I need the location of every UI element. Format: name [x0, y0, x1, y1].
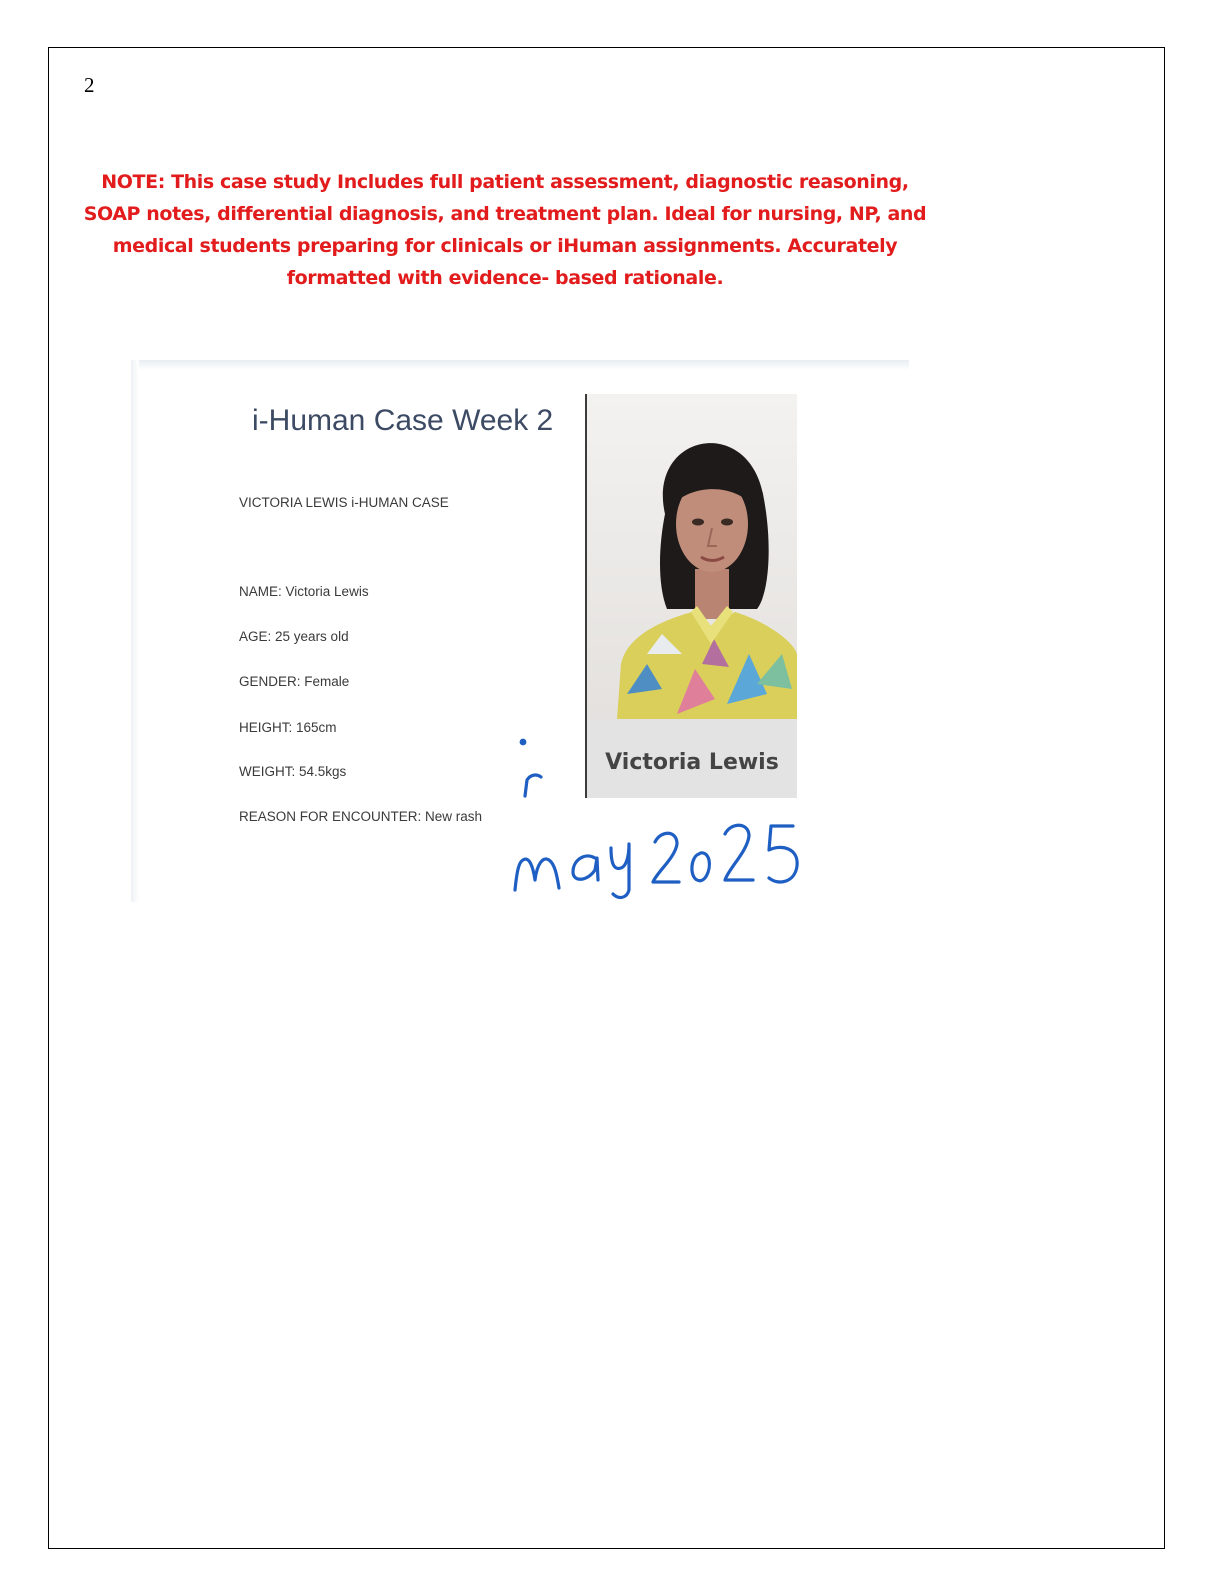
case-screenshot [131, 360, 909, 902]
field-value: Female [304, 674, 350, 689]
field-value: Victoria Lewis [285, 584, 369, 599]
photo-caption: Victoria Lewis [587, 719, 797, 798]
field-value: 54.5kgs [299, 764, 347, 779]
patient-avatar-icon [587, 394, 797, 719]
field-weight [239, 764, 346, 779]
field-height [239, 720, 337, 735]
field-label: GENDER: [239, 674, 301, 689]
case-subtitle: VICTORIA LEWIS i-HUMAN CASE [239, 495, 449, 510]
case-title: i-Human Case Week 2 [252, 404, 554, 437]
page-number: 2 [84, 73, 95, 97]
field-label: WEIGHT: [239, 764, 296, 779]
field-name [239, 584, 369, 599]
field-label: NAME: [239, 584, 282, 599]
screenshot-left-edge [131, 360, 139, 902]
field-value: 25 years old [275, 629, 349, 644]
handwritten-date-note [503, 730, 833, 902]
field-label: REASON FOR ENCOUNTER: [239, 809, 422, 824]
field-value: New rash [425, 809, 483, 824]
field-gender [239, 674, 349, 689]
field-age [239, 629, 349, 644]
field-reason [239, 809, 482, 824]
screenshot-top-edge [131, 360, 909, 370]
field-label: HEIGHT: [239, 720, 293, 735]
field-value: 165cm [296, 720, 337, 735]
field-label: AGE: [239, 629, 272, 644]
note-paragraph: NOTE: This case study Includes full patient assessment, diagnostic reasoning, SOAP notes, differential diagnosis, and treatment plan. Ideal for nursing, NP, and medical students preparing for clinicals or iHuman assignments. Accurately formatted with evidence- based rationale. [83, 171, 927, 289]
